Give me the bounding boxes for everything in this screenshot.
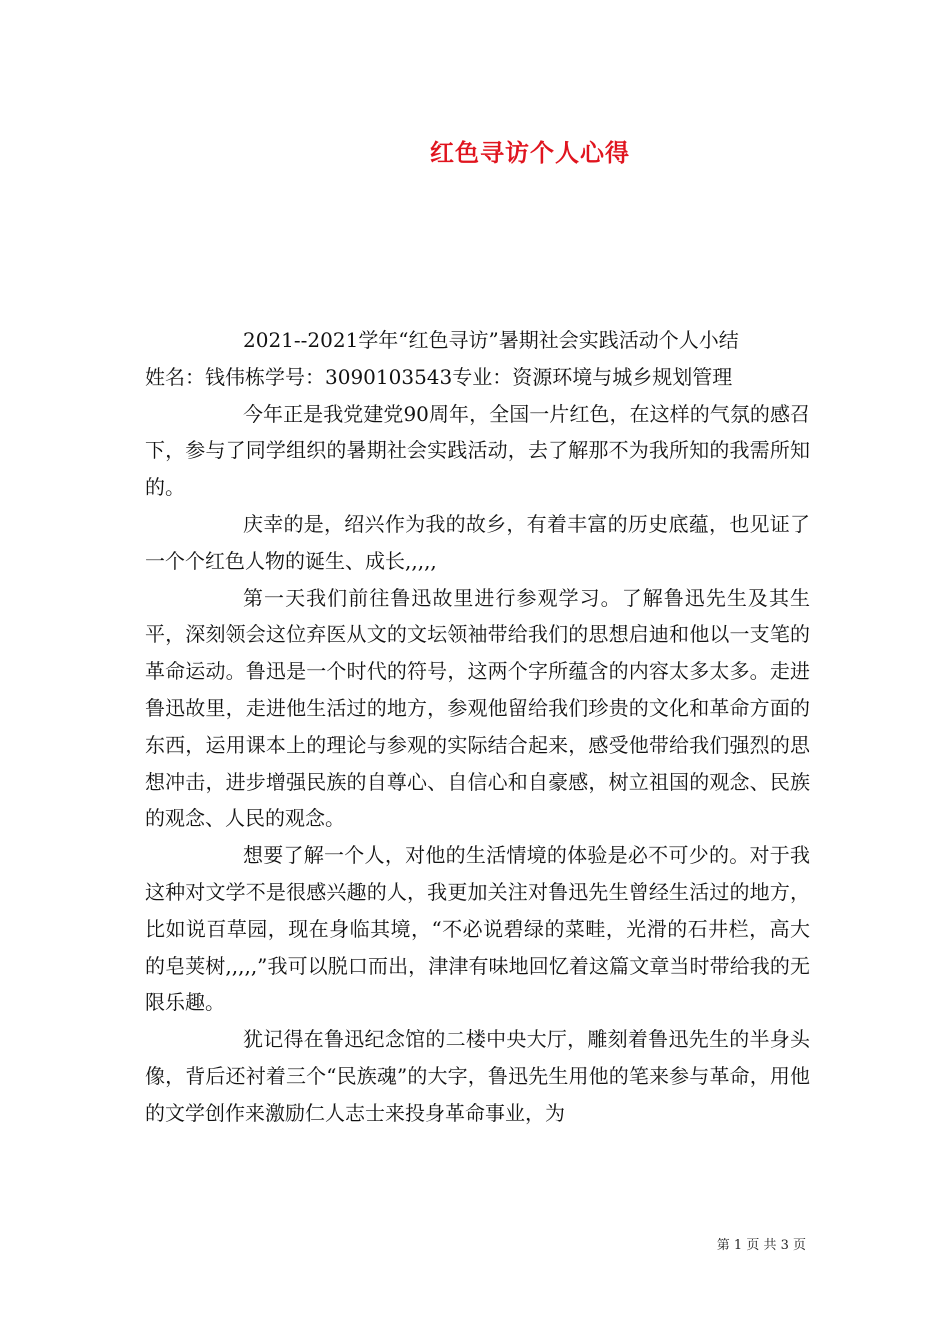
paragraph-1: 今年正是我党建党90周年，全国一片红色，在这样的气氛的感召下，参与了同学组织的暑期社会实践活动，去了解那不为我所知的我需所知的。 (145, 401, 810, 500)
paragraph-2: 庆幸的是，绍兴作为我的故乡，有着丰富的历史底蕴，也见证了一个个红色人物的诞生、成长,,,,, (145, 511, 810, 573)
paragraph-heading: 2021--2021学年“红色寻访”暑期社会实践活动个人小结 (243, 328, 739, 352)
document-title: 红色寻访个人心得 (430, 138, 630, 167)
paragraph-author-info: 姓名：钱伟栋学号：3090103543专业：资源环境与城乡规划管理 (145, 364, 733, 389)
document-body (145, 322, 810, 1132)
paragraph-5: 犹记得在鲁迅纪念馆的二楼中央大厅，雕刻着鲁迅先生的半身头像，背后还衬着三个“民族魂”的大字，鲁迅先生用他的笔来参与革命，用他的文学创作来激励仁人志士来投身革命事业，为 (145, 1027, 810, 1125)
paragraph-3: 第一天我们前往鲁迅故里进行参观学习。了解鲁迅先生及其生平，深刻领会这位弃医从文的文坛领袖带给我们的思想启迪和他以一支笔的革命运动。鲁迅是一个时代的符号，这两个字所蕴含的内容太多太多。走进鲁迅故里，走进他生活过的地方，参观他留给我们珍贵的文化和革命方面的东西，运用课本上的理论与参观的实际结合起来，感受他带给我们强烈的思想冲击，进步增强民族的自尊心、自信心和自豪感，树立祖国的观念、民族的观念、人民的观念。 (145, 585, 810, 831)
page-number-footer: 第 1 页 共 3 页 (716, 1238, 806, 1253)
paragraph-4: 想要了解一个人，对他的生活情境的体验是必不可少的。对于我这种对文学不是很感兴趣的人，我更加关注对鲁迅先生曾经生活过的地方，比如说百草园，现在身临其境，“不必说碧绿的菜畦，光滑的石井栏，高大的皂荚树,,,,,”我可以脱口而出，津津有味地回忆着这篇文章当时带给我的无限乐趣。 (145, 843, 810, 1015)
